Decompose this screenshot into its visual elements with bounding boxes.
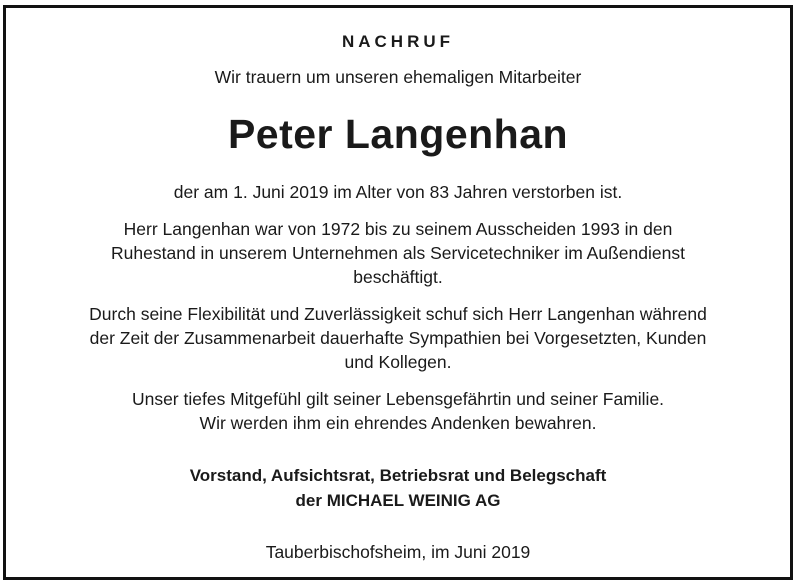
paragraph-2-line-1: Durch seine Flexibilität und Zuverlässigkeit schuf sich Herr Langenhan während bbox=[89, 304, 707, 324]
paragraph-1-line-3: beschäftigt. bbox=[353, 267, 443, 287]
paragraph-1-line-1: Herr Langenhan war von 1972 bis zu seinem Ausscheiden 1993 in den bbox=[123, 219, 673, 239]
paragraph-2-line-3: und Kollegen. bbox=[344, 352, 452, 372]
signature-line-2: der MICHAEL WEINIG AG bbox=[295, 491, 501, 510]
signature-line-1: Vorstand, Aufsichtsrat, Betriebsrat und Belegschaft bbox=[189, 466, 607, 485]
paragraph-3-line-2: Wir werden ihm ein ehrendes Andenken bewahren. bbox=[199, 413, 597, 433]
place-date: Tauberbischofsheim, im Juni 2019 bbox=[265, 542, 531, 562]
death-line: der am 1. Juni 2019 im Alter von 83 Jahren verstorben ist. bbox=[173, 182, 623, 202]
notice-heading: NACHRUF bbox=[341, 32, 455, 51]
paragraph-3-line-1: Unser tiefes Mitgefühl gilt seiner Lebensgefährtin und seiner Familie. bbox=[131, 389, 665, 409]
deceased-name: Peter Langenhan bbox=[227, 111, 569, 157]
paragraph-2-line-2: der Zeit der Zusammenarbeit dauerhafte Sympathien bei Vorgesetzten, Kunden bbox=[89, 328, 707, 348]
paragraph-1-line-2: Ruhestand in unserem Unternehmen als Servicetechniker im Außendienst bbox=[111, 243, 685, 263]
obituary-notice-frame bbox=[3, 5, 793, 580]
notice-intro: Wir trauern um unseren ehemaligen Mitarbeiter bbox=[214, 67, 582, 87]
